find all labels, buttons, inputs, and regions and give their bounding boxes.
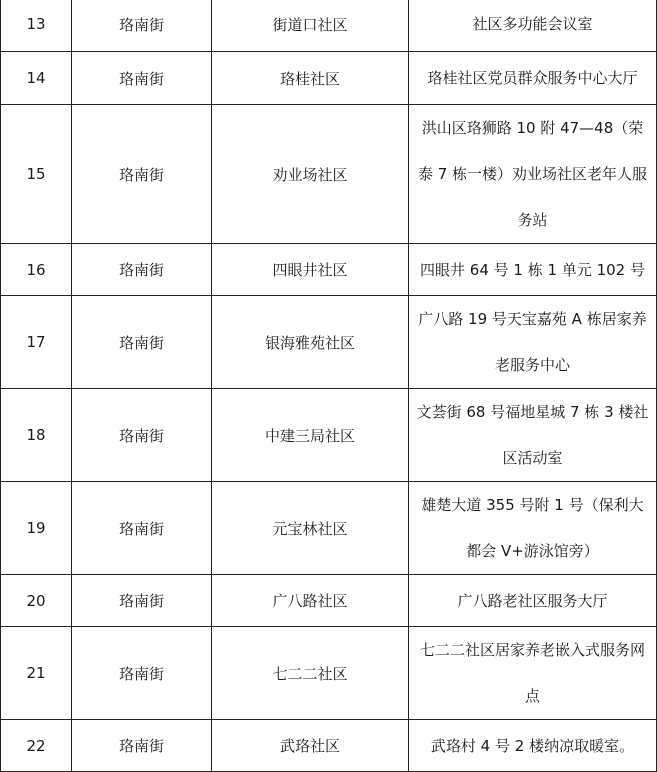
table-row bbox=[1, 296, 657, 389]
community-cell: 四眼井社区 bbox=[212, 244, 409, 296]
community-cell: 中建三局社区 bbox=[212, 389, 409, 482]
address-cell: 雄楚大道 355 号附 1 号（保利大都会 V+游泳馆旁） bbox=[409, 482, 657, 575]
address-cell: 洪山区珞狮路 10 附 47—48（荣泰 7 栋一楼）劝业场社区老年人服务站 bbox=[409, 105, 657, 244]
address-cell: 社区多功能会议室 bbox=[409, 0, 657, 52]
address-cell: 武珞村 4 号 2 楼纳凉取暖室。 bbox=[409, 720, 657, 772]
community-cell: 街道口社区 bbox=[212, 0, 409, 52]
address-cell: 文荟街 68 号福地星城 7 栋 3 楼社区活动室 bbox=[409, 389, 657, 482]
row-number: 13 bbox=[1, 0, 72, 52]
table-row bbox=[1, 52, 657, 105]
row-number: 14 bbox=[1, 52, 72, 105]
community-cell: 元宝林社区 bbox=[212, 482, 409, 575]
street-cell: 珞南街 bbox=[72, 0, 212, 52]
community-cell: 劝业场社区 bbox=[212, 105, 409, 244]
community-cell: 七二二社区 bbox=[212, 627, 409, 720]
table-row bbox=[1, 244, 657, 296]
street-cell: 珞南街 bbox=[72, 720, 212, 772]
table-row bbox=[1, 482, 657, 575]
street-cell: 珞南街 bbox=[72, 296, 212, 389]
community-cell: 武珞社区 bbox=[212, 720, 409, 772]
street-cell: 珞南街 bbox=[72, 52, 212, 105]
row-number: 18 bbox=[1, 389, 72, 482]
row-number: 16 bbox=[1, 244, 72, 296]
address-cell: 广八路 19 号天宝嘉苑 A 栋居家养老服务中心 bbox=[409, 296, 657, 389]
row-number: 20 bbox=[1, 575, 72, 627]
street-cell: 珞南街 bbox=[72, 389, 212, 482]
street-cell: 珞南街 bbox=[72, 244, 212, 296]
address-cell: 广八路老社区服务大厅 bbox=[409, 575, 657, 627]
street-cell: 珞南街 bbox=[72, 575, 212, 627]
address-cell: 四眼井 64 号 1 栋 1 单元 102 号 bbox=[409, 244, 657, 296]
table-row bbox=[1, 105, 657, 244]
row-number: 19 bbox=[1, 482, 72, 575]
row-number: 15 bbox=[1, 105, 72, 244]
table-row bbox=[1, 389, 657, 482]
street-cell: 珞南街 bbox=[72, 482, 212, 575]
street-cell: 珞南街 bbox=[72, 627, 212, 720]
row-number: 21 bbox=[1, 627, 72, 720]
address-cell: 珞桂社区党员群众服务中心大厅 bbox=[409, 52, 657, 105]
street-cell: 珞南街 bbox=[72, 105, 212, 244]
table-row bbox=[1, 720, 657, 772]
community-cell: 珞桂社区 bbox=[212, 52, 409, 105]
table-row bbox=[1, 0, 657, 52]
row-number: 22 bbox=[1, 720, 72, 772]
community-cell: 广八路社区 bbox=[212, 575, 409, 627]
table-row bbox=[1, 575, 657, 627]
row-number: 17 bbox=[1, 296, 72, 389]
table-row bbox=[1, 627, 657, 720]
community-cell: 银海雅苑社区 bbox=[212, 296, 409, 389]
address-cell: 七二二社区居家养老嵌入式服务网点 bbox=[409, 627, 657, 720]
